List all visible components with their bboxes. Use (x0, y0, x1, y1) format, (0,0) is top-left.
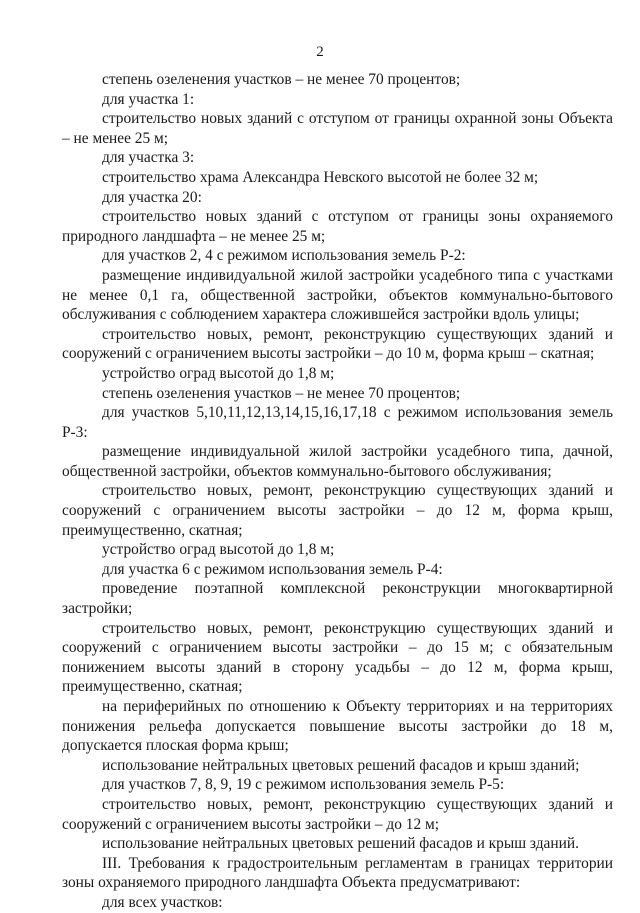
paragraph: для участка 3: (102, 149, 195, 167)
paragraph: для всех участков: (102, 893, 223, 911)
paragraph: III. Требования к градостроительным регламентам в границах территории зоны охраняемого природного ландшафта Объекта предусматривают: (62, 854, 613, 892)
paragraph: для участка 20: (102, 188, 202, 206)
paragraph: для участка 1: (102, 90, 195, 108)
page-number: 2 (316, 44, 324, 60)
paragraph: использование нейтральных цветовых решений фасадов и крыш зданий; (102, 756, 580, 774)
paragraph: строительство новых, ремонт, реконструкцию существующих зданий и сооружений с ограничением высоты застройки – до 10 м, форма крыш – скатная; (62, 325, 613, 363)
paragraph: проведение поэтапной комплексной реконструкции многоквартирной застройки; (62, 580, 613, 618)
paragraph: размещение индивидуальной жилой застройки усадебного типа, дачной, общественной застройки, объектов коммунально-бытового обслуживания; (62, 443, 613, 480)
paragraph: устройство оград высотой до 1,8 м; (102, 364, 335, 382)
paragraph: строительство новых, ремонт, реконструкцию существующих зданий и сооружений с ограничением высоты застройки – до 12 м, форма крыш, преимущественно, скатная; (62, 482, 613, 539)
paragraph: для участков 7, 8, 9, 19 с режимом использования земель Р-5: (102, 776, 505, 794)
paragraph: использование нейтральных цветовых решений фасадов и крыш зданий. (102, 835, 579, 853)
paragraph: степень озеленения участков – не менее 70 процентов; (102, 71, 461, 88)
paragraph: для участка 6 с режимом использования земель Р-4: (102, 560, 443, 578)
paragraph: строительство новых зданий с отступом от границы охранной зоны Объекта – не менее 25 м; (62, 110, 613, 147)
paragraph: устройство оград высотой до 1,8 м; (102, 541, 335, 559)
paragraph: строительство новых зданий с отступом от границы зоны охраняемого природного ландшафта – не менее 25 м; (62, 208, 613, 245)
paragraph: строительство новых, ремонт, реконструкцию существующих зданий и сооружений с ограничением высоты застройки – до 12 м; (62, 795, 613, 833)
paragraph: размещение индивидуальной жилой застройки усадебного типа с участками не менее 0,1 га, общественной застройки, объектов коммунально-бытового обслуживания с соблюдением характера сложившейся застройки вдоль улицы; (62, 266, 613, 324)
paragraph: для участков 2, 4 с режимом использования земель Р-2: (102, 247, 466, 265)
paragraph: степень озеленения участков – не менее 70 процентов; (102, 384, 461, 402)
paragraph: строительство храма Александра Невского высотой не более 32 м; (102, 168, 539, 186)
paragraph: для участков 5,10,11,12,13,14,15,16,17,18 с режимом использования земель Р-3: (62, 404, 613, 441)
paragraph: на периферийных по отношению к Объекту территориях и на территориях понижения рельефа допускается повышение высоты застройки до 18 м, допускается плоская форма крыш; (62, 698, 613, 755)
document-body (62, 70, 613, 913)
paragraph: строительство новых, ремонт, реконструкцию существующих зданий и сооружений с ограничением высоты застройки – до 15 м; с обязательным понижением высоты зданий в сторону усадьбы – до 12 м, форма крыш, преимущественно, скатная; (62, 619, 613, 696)
